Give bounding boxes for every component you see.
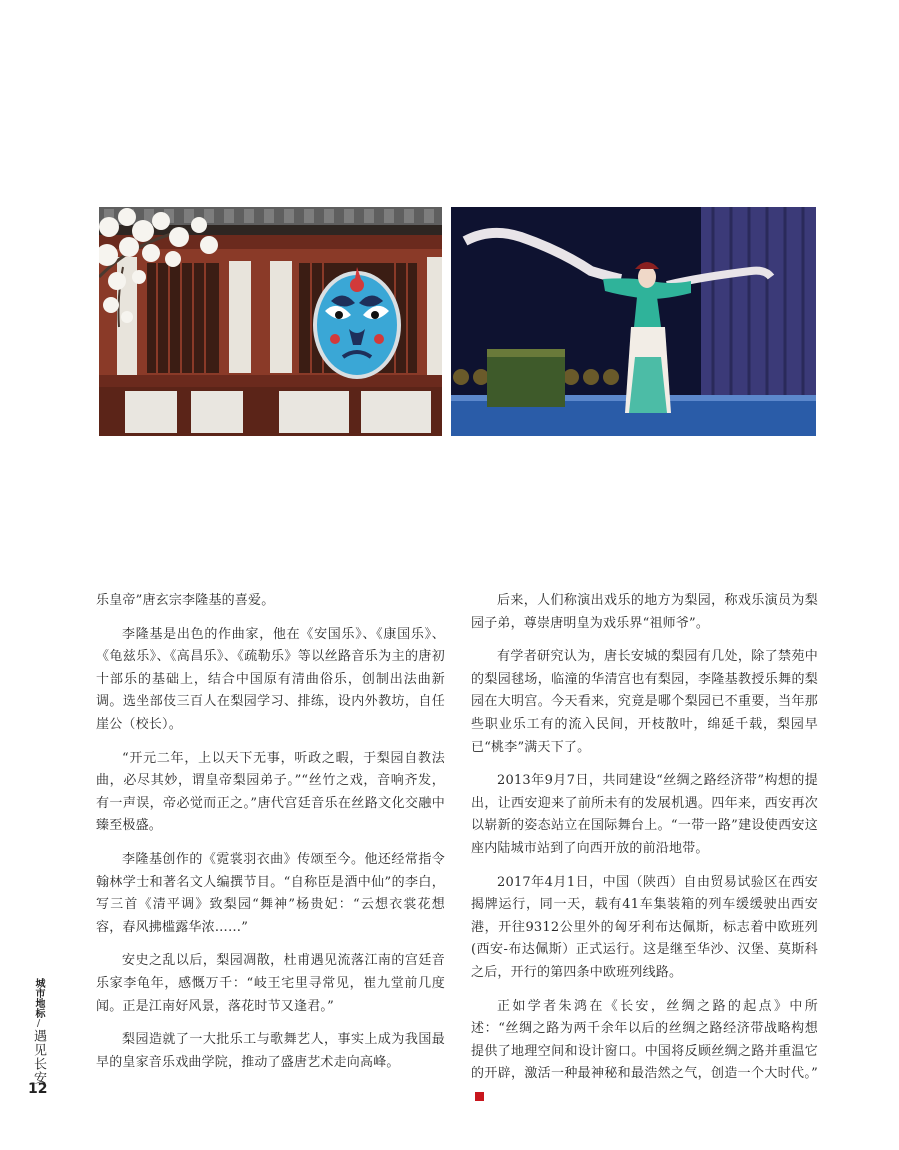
article-column-left: [96, 590, 445, 1085]
final-paragraph-text: 正如学者朱鸿在《长安，丝绸之路的起点》中所述：“丝绸之路为两千余年以后的丝绸之路经济带战略构想提供了地理空间和设计窗口。中国将反顾丝绸之路并重温它的开辟，激活一种最神秘和最浩然之气，创造一个大时代。”: [471, 998, 818, 1082]
paragraph: 乐皇帝”唐玄宗李隆基的喜爱。: [96, 593, 275, 608]
opera-performer-photo: [451, 207, 816, 436]
end-mark-icon: [475, 1092, 484, 1101]
paragraph: 梨园造就了一大批乐工与歌舞艺人，事实上成为我国最早的皇家音乐戏曲学院，推动了盛唐艺术走向高峰。: [96, 1032, 445, 1070]
opera-mask-wall-photo: [99, 207, 442, 436]
paragraph: 有学者研究认为，唐长安城的梨园有几处，除了禁苑中的梨园毬场，临潼的华清宫也有梨园，李隆基教授乐舞的梨园在大明宫。今天看来，究竟是哪个梨园已不重要，当年那些职业乐工有的流入民间，开枝散叶，绵延千载，梨园早已“桃李”满天下了。: [471, 649, 818, 755]
page-number: 12: [28, 1081, 48, 1097]
running-header: [30, 978, 48, 1085]
header-separator: /: [33, 1018, 44, 1029]
paragraph: 2013年9月7日，共同建设“丝绸之路经济带”构想的提出，让西安迎来了前所未有的发展机遇。四年来，西安再次以崭新的姿态站立在国际舞台上。“一带一路”建设使西安这座内陆城市站到了向西开放的前沿地带。: [471, 773, 818, 856]
section-name: 城市地标: [33, 978, 44, 1018]
paragraph: 李隆基是出色的作曲家，他在《安国乐》、《康国乐》、《龟兹乐》、《高昌乐》、《疏勒乐》等以丝路音乐为主的唐初十部乐的基础上，结合中国原有清曲俗乐，创制出法曲新调。选坐部伎三百人在梨园学习、排练，设内外教坊，自任崖公（校长）。: [96, 626, 445, 732]
paragraph: 李隆基创作的《霓裳羽衣曲》传颂至今。他还经常指令翰林学士和著名文人编撰节目。“自称臣是酒中仙”的李白，写三首《清平调》致梨园“舞神”杨贵妃：“云想衣裳花想容，春风拂槛露华浓……”: [96, 851, 445, 935]
paragraph: 安史之乱以后，梨园凋散，杜甫遇见流落江南的宫廷音乐家李龟年，感慨万千：“岐王宅里寻常见，崔九堂前几度闻。正是江南好风景，落花时节又逢君。”: [96, 953, 445, 1014]
paragraph: 2017年4月1日，中国（陕西）自由贸易试验区在西安揭牌运行，同一天，载有41车集装箱的列车缓缓驶出西安港，开往9312公里外的匈牙利布达佩斯，标志着中欧班列(西安-布达佩斯）正式运行。这是继至华沙、汉堡、莫斯科之后，开行的第四条中欧班列线路。: [471, 874, 818, 980]
paragraph: 后来，人们称演出戏乐的地方为梨园，称戏乐演员为梨园子弟，尊崇唐明皇为戏乐界“祖师爷”。: [471, 593, 818, 631]
topic-name: 遇见长安: [31, 1029, 46, 1085]
paragraph: “开元二年，上以天下无事，听政之暇，于梨园自教法曲，必尽其妙，谓皇帝梨园弟子。”“丝竹之戏，音响齐发，有一声误，帝必觉而正之。”唐代宫廷音乐在丝路文化交融中臻至极盛。: [96, 750, 445, 834]
final-paragraph: [471, 996, 818, 1109]
article-column-right: [471, 590, 818, 1119]
